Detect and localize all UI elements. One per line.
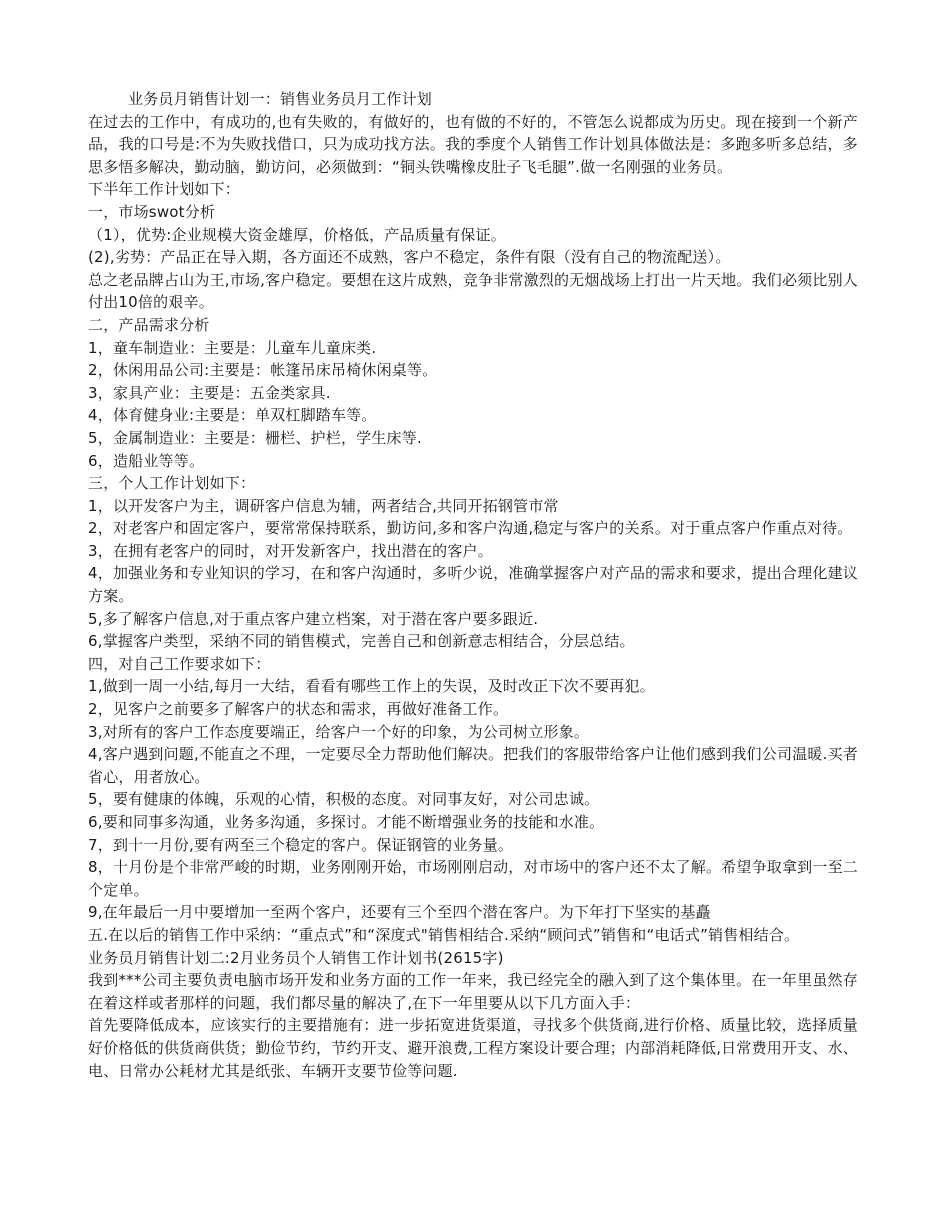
paragraph: 1，以开发客户为主，调研客户信息为辅，两者结合,共同开拓钢管市常 [88, 496, 559, 515]
paragraph: 8，十月份是个非常严峻的时期，业务刚刚开始，市场刚刚启动，对市场中的客户还不太了解。希望争取拿到一至二个定单。 [88, 858, 858, 899]
paragraph: 业务员月销售计划二:2月业务员个人销售工作计划书(2615字) [88, 948, 504, 967]
document-title: 业务员月销售计划一：销售业务员月工作计划 [128, 90, 433, 108]
paragraph: 7，到十一月份,要有两至三个稳定的客户。保证钢管的业务量。 [88, 835, 514, 854]
paragraph: 在过去的工作中，有成功的,也有失败的，有做好的，也有做的不好的，不管怎么说都成为历史。现在接到一个新产品，我的口号是:不为失败找借口，只为成功找方法。我的季度个人销售工作计划具体做法是：多跑多听多总结，多思多悟多解决，勤动脑，勤访问，必须做到：“铜头铁嘴橡皮肚子飞毛腿”.做一名刚强的业务员。 [88, 112, 858, 176]
document-body [88, 88, 858, 1082]
paragraph: 五.在以后的销售工作中采纳：“重点式”和“深度式"销售相结合.采纳“顾问式”销售和“电话式”销售相结合。 [88, 925, 800, 944]
paragraph: 一，市场swot分析 [88, 202, 216, 221]
paragraph: 2，见客户之前要多了解客户的状态和需求，再做好准备工作。 [88, 700, 509, 719]
paragraph: 5,多了解客户信息,对于重点客户建立档案，对于潜在客户要多跟近. [88, 609, 539, 628]
paragraph: 9,在年最后一月中要增加一至两个客户，还要有三个至四个潜在客户。为下年打下坚实的基矗 [88, 903, 711, 922]
paragraph: 4，加强业务和专业知识的学习，在和客户沟通时，多听少说，准确掌握客户对产品的需求和要求，提出合理化建议方案。 [88, 564, 858, 606]
paragraph: 总之老品牌占山为王,市场,客户稳定。要想在这片成熟，竞争非常激烈的无烟战场上打出一片天地。我们必须比别人付出10倍的艰辛。 [88, 270, 858, 312]
paragraph: 4，体育健身业:主要是：单双杠脚踏车等。 [88, 406, 377, 425]
paragraph: 5，金属制造业：主要是：栅栏、护栏，学生床等. [88, 428, 422, 447]
paragraph: 下半年工作计划如下： [88, 180, 241, 199]
paragraph: （1），优势:企业规模大资金雄厚，价格低，产品质量有保证。 [88, 225, 506, 244]
paragraph: 1,做到一周一小结,每月一大结，看看有哪些工作上的失误，及时改正下次不要再犯。 [88, 677, 655, 696]
paragraph: 三，个人工作计划如下： [88, 474, 256, 493]
paragraph: 3,对所有的客户工作态度要端正，给客户一个好的印象，为公司树立形象。 [88, 722, 590, 741]
paragraph: 6,掌握客户类型，采纳不同的销售模式，完善自己和创新意志相结合，分层总结。 [88, 632, 635, 651]
paragraph: 四，对自己工作要求如下： [88, 654, 271, 673]
paragraph: 6，造船业等等。 [88, 451, 205, 470]
paragraph: 3，家具产业：主要是：五金类家具. [88, 383, 331, 402]
paragraph: 3，在拥有老客户的同时，对开发新客户，找出潜在的客户。 [88, 541, 493, 560]
paragraph: 2，休闲用品公司:主要是：帐篷吊床吊椅休闲桌等。 [88, 361, 438, 380]
paragraph: 2，对老客户和固定客户，要常常保持联系，勤访问,多和客户沟通,稳定与客户的关系。对于重点客户作重点对待。 [88, 519, 853, 538]
paragraph: (2),劣势：产品正在导入期，各方面还不成熟，客户不稳定，条件有限（没有自己的物流配送）。 [88, 248, 731, 267]
paragraph: 二，产品需求分析 [88, 315, 210, 334]
paragraph: 1，童车制造业：主要是：儿童车儿童床类. [88, 338, 377, 357]
paragraph: 5，要有健康的体魄，乐观的心情，积极的态度。对同事友好，对公司忠诚。 [88, 790, 600, 809]
paragraph: 4,客户遇到问题,不能直之不理，一定要尽全力帮助他们解决。把我们的客服带给客户让他们感到我们公司温暖.买者省心，用者放心。 [88, 745, 858, 786]
paragraph: 6,要和同事多沟通，业务多沟通，多探讨。才能不断增强业务的技能和水准。 [88, 813, 605, 831]
paragraph: 我到***公司主要负责电脑市场开发和业务方面的工作一年来，我已经完全的融入到了这个集体里。在一年里虽然存在着这样或者那样的问题，我们都尽量的解决了,在下一年里要从以下几方面入手： [88, 971, 858, 1012]
paragraph: 首先要降低成本，应该实行的主要措施有：进一步拓宽进货渠道，寻找多个供货商,进行价格、质量比较，选择质量好价格低的供货商供货；勤俭节约，节约开支、避开浪费,工程方案设计要合理；内部消耗降低,日常费用开支、水、电、日常办公耗材尤其是纸张、车辆开支要节俭等问题. [88, 1016, 858, 1080]
